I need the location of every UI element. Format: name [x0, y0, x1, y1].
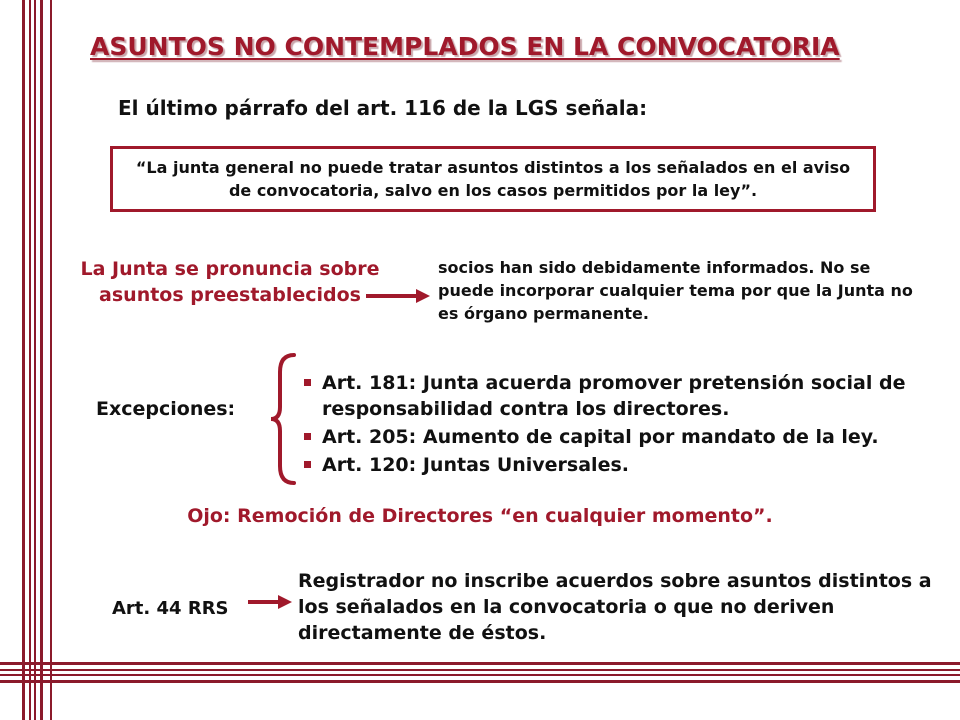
quote-text: “La junta general no puede tratar asuntos distintos a los señalados en el aviso de convocatoria, salvo en los casos permitidos por la ley”. — [135, 158, 851, 200]
frame-hline — [0, 680, 960, 683]
ojo-note: Ojo: Remoción de Directores “en cualquier momento”. — [187, 505, 773, 527]
list-item — [302, 424, 942, 450]
exception-text: Art. 205: Aumento de capital por mandato de la ley. — [322, 426, 879, 448]
list-item — [302, 370, 942, 422]
exceptions-label: Excepciones: — [96, 398, 236, 420]
frame-hline — [0, 662, 960, 665]
list-item — [302, 452, 942, 478]
frame-vline — [40, 0, 43, 720]
square-bullet-icon — [304, 379, 311, 386]
art44-detail: Registrador no inscribe acuerdos sobre asuntos distintos a los señalados en la convocatoria o que no deriven directamente de éstos. — [298, 570, 932, 644]
left-brace-icon — [268, 352, 298, 486]
frame-vline — [29, 0, 31, 720]
slide-subtitle: El último párrafo del art. 116 de la LGS señala: — [118, 96, 648, 120]
exceptions-list — [302, 370, 942, 480]
slide-title: ASUNTOS NO CONTEMPLADOS EN LA CONVOCATORIA — [90, 32, 840, 61]
frame-hline — [0, 674, 960, 676]
frame-hline — [0, 669, 960, 671]
junta-label: La Junta se pronuncia sobre asuntos preestablecidos — [80, 258, 380, 306]
art44-label: Art. 44 RRS — [112, 598, 229, 619]
junta-detail: socios han sido debidamente informados. No se puede incorporar cualquier tema por que la Junta no es órgano permanente. — [438, 258, 913, 323]
right-arrow-icon — [248, 592, 294, 612]
right-arrow-icon — [366, 286, 432, 306]
square-bullet-icon — [304, 433, 311, 440]
exception-text: Art. 181: Junta acuerda promover pretensión social de responsabilidad contra los directores. — [322, 372, 906, 420]
exception-text: Art. 120: Juntas Universales. — [322, 454, 629, 476]
square-bullet-icon — [304, 461, 311, 468]
frame-vline — [34, 0, 36, 720]
quote-box — [110, 146, 876, 212]
frame-vline — [22, 0, 25, 720]
frame-vline — [50, 0, 52, 720]
